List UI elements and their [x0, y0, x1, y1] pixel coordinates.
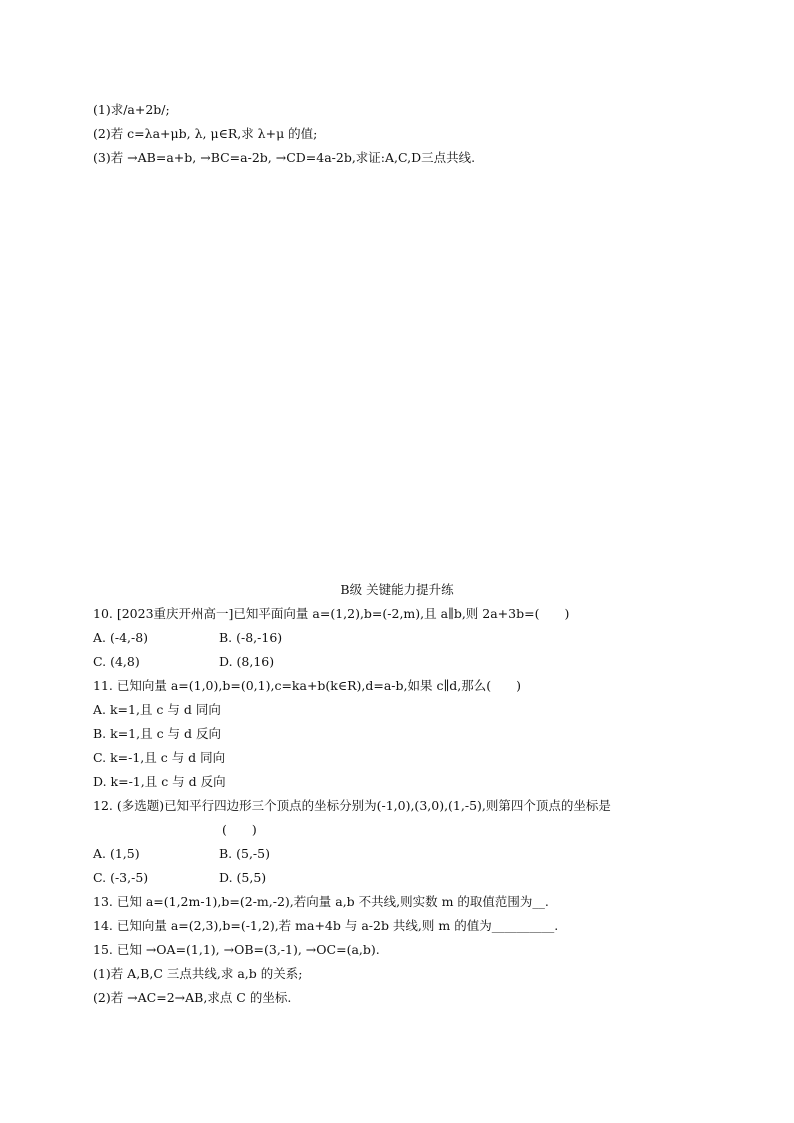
part-1: (1)求/a+2b/;	[93, 102, 170, 117]
question-14: 14. 已知向量 a=(2,3),b=(-1,2),若 ma+4b 与 a-2b 共线,则 m 的值为__________.	[93, 918, 559, 933]
q10-option-d: D. (8,16)	[219, 654, 275, 669]
q15-stem: 15. 已知 →OA=(1,1), →OB=(3,-1), →OC=(a,b).	[93, 942, 380, 957]
section-title: B级 关键能力提升练	[340, 582, 454, 597]
q15-part-1: (1)若 A,B,C 三点共线,求 a,b 的关系;	[93, 966, 303, 981]
q12-answer-paren: ( )	[222, 822, 257, 837]
q10-option-b: B. (-8,-16)	[219, 630, 283, 645]
q15-part-2: (2)若 →AC=2→AB,求点 C 的坐标.	[93, 990, 292, 1005]
q12-option-c: C. (-3,-5)	[93, 870, 149, 885]
q11-stem: 11. 已知向量 a=(1,0),b=(0,1),c=ka+b(k∈R),d=a-b,如果 c∥d,那么( )	[93, 678, 521, 693]
q10-option-c: C. (4,8)	[93, 654, 140, 669]
q10-stem: 10. [2023重庆开州高一]已知平面向量 a=(1,2),b=(-2,m),且 a∥b,则 2a+3b=( )	[93, 606, 570, 621]
q10-option-a: A. (-4,-8)	[93, 630, 149, 645]
q12-option-b: B. (5,-5)	[219, 846, 270, 861]
q12-option-a: A. (1,5)	[93, 846, 140, 861]
q11-option-d: D. k=-1,且 c 与 d 反向	[93, 774, 226, 789]
part-2: (2)若 c=λa+μb, λ, μ∈R,求 λ+μ 的值;	[93, 126, 318, 141]
q11-option-a: A. k=1,且 c 与 d 同向	[93, 702, 221, 717]
question-13: 13. 已知 a=(1,2m-1),b=(2-m,-2),若向量 a,b 不共线,则实数 m 的取值范围为__.	[93, 894, 549, 909]
q11-option-b: B. k=1,且 c 与 d 反向	[93, 726, 222, 741]
part-3: (3)若 →AB=a+b, →BC=a-2b, →CD=4a-2b,求证:A,C,D三点共线.	[93, 150, 476, 165]
q12-stem: 12. (多选题)已知平行四边形三个顶点的坐标分别为(-1,0),(3,0),(1,-5),则第四个顶点的坐标是	[93, 798, 611, 813]
q12-option-d: D. (5,5)	[219, 870, 267, 885]
q11-option-c: C. k=-1,且 c 与 d 同向	[93, 750, 226, 765]
